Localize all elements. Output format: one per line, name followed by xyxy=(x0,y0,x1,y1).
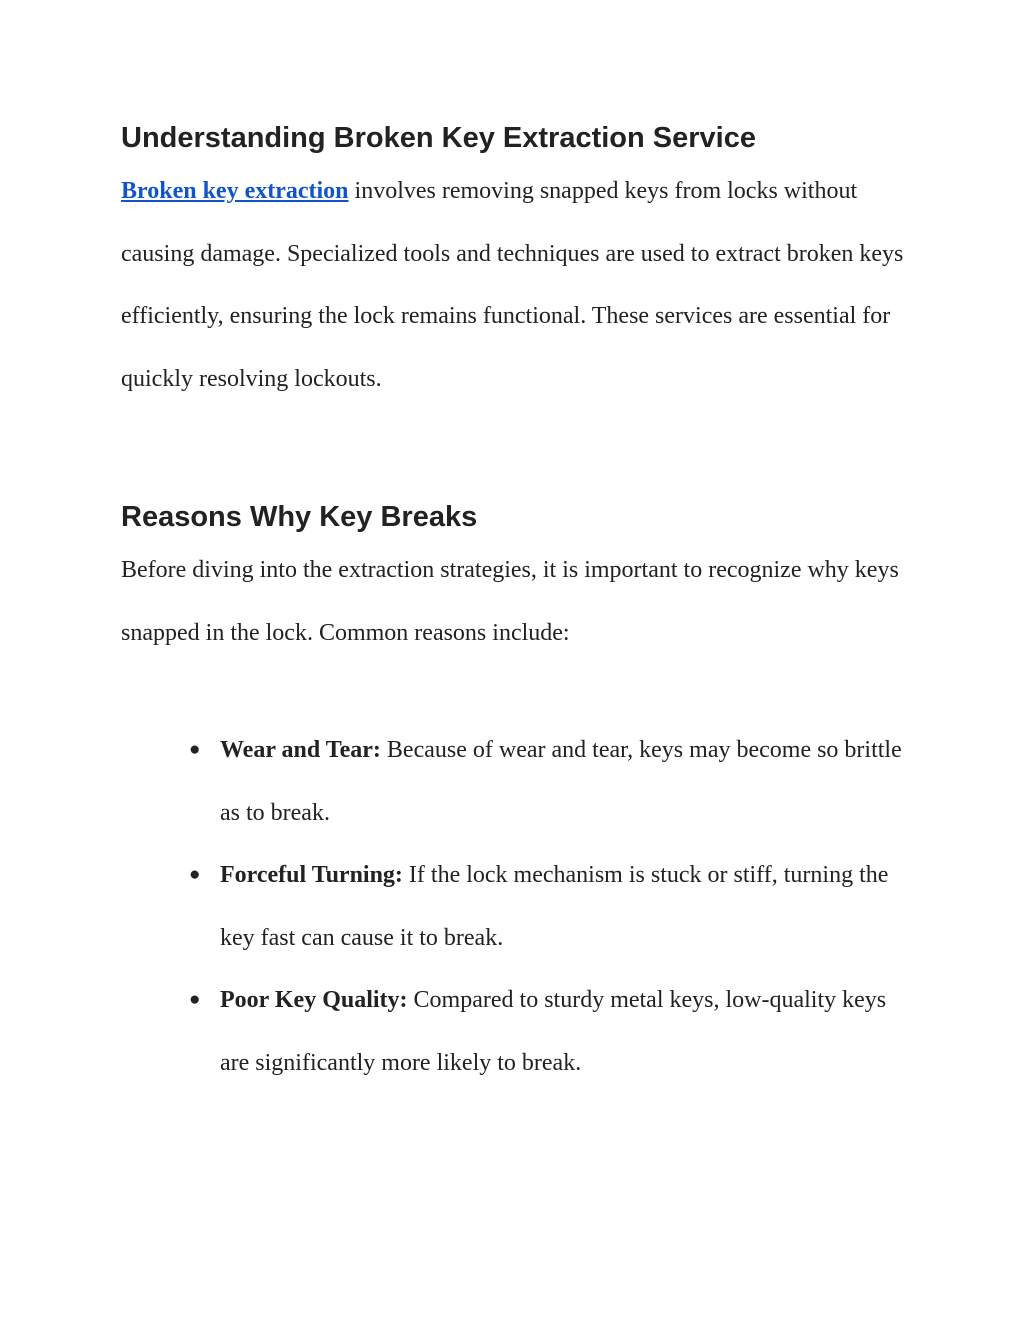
list-item-term: Forceful Turning: xyxy=(220,862,403,888)
list-item-term: Wear and Tear: xyxy=(220,737,381,763)
list-item-term: Poor Key Quality: xyxy=(220,987,408,1013)
intro-paragraph-text: involves removing snapped keys from locks without causing damage. Specialized tools and techniques are used to extract broken keys efficiently, ensuring the lock remains functional. These services are essential for quickly resolving lockouts. xyxy=(121,178,904,392)
list-item-text: Because of wear and tear, keys may become so brittle as to break. xyxy=(220,737,902,826)
list-item-text: Compared to sturdy metal keys, low-quality keys are significantly more likely to break. xyxy=(220,987,887,1076)
list-item xyxy=(189,969,921,1094)
list-item xyxy=(189,844,921,969)
list-item xyxy=(189,719,921,844)
document-body xyxy=(121,118,921,1094)
reasons-intro-paragraph: Before diving into the extraction strategies, it is important to recognize why keys snapped in the lock. Common reasons include: xyxy=(121,557,899,646)
bullet-icon: ● xyxy=(189,989,201,1010)
list-item-text: If the lock mechanism is stuck or stiff, turning the key fast can cause it to break. xyxy=(220,862,889,951)
section-heading-reasons: Reasons Why Key Breaks xyxy=(121,501,478,533)
intro-paragraph xyxy=(121,160,921,410)
reasons-list xyxy=(121,719,921,1094)
broken-key-extraction-link[interactable]: Broken key extraction xyxy=(121,178,349,204)
bullet-icon: ● xyxy=(189,739,201,760)
bullet-icon: ● xyxy=(189,864,201,885)
section-heading-broken-key-extraction: Understanding Broken Key Extraction Service xyxy=(121,122,756,154)
